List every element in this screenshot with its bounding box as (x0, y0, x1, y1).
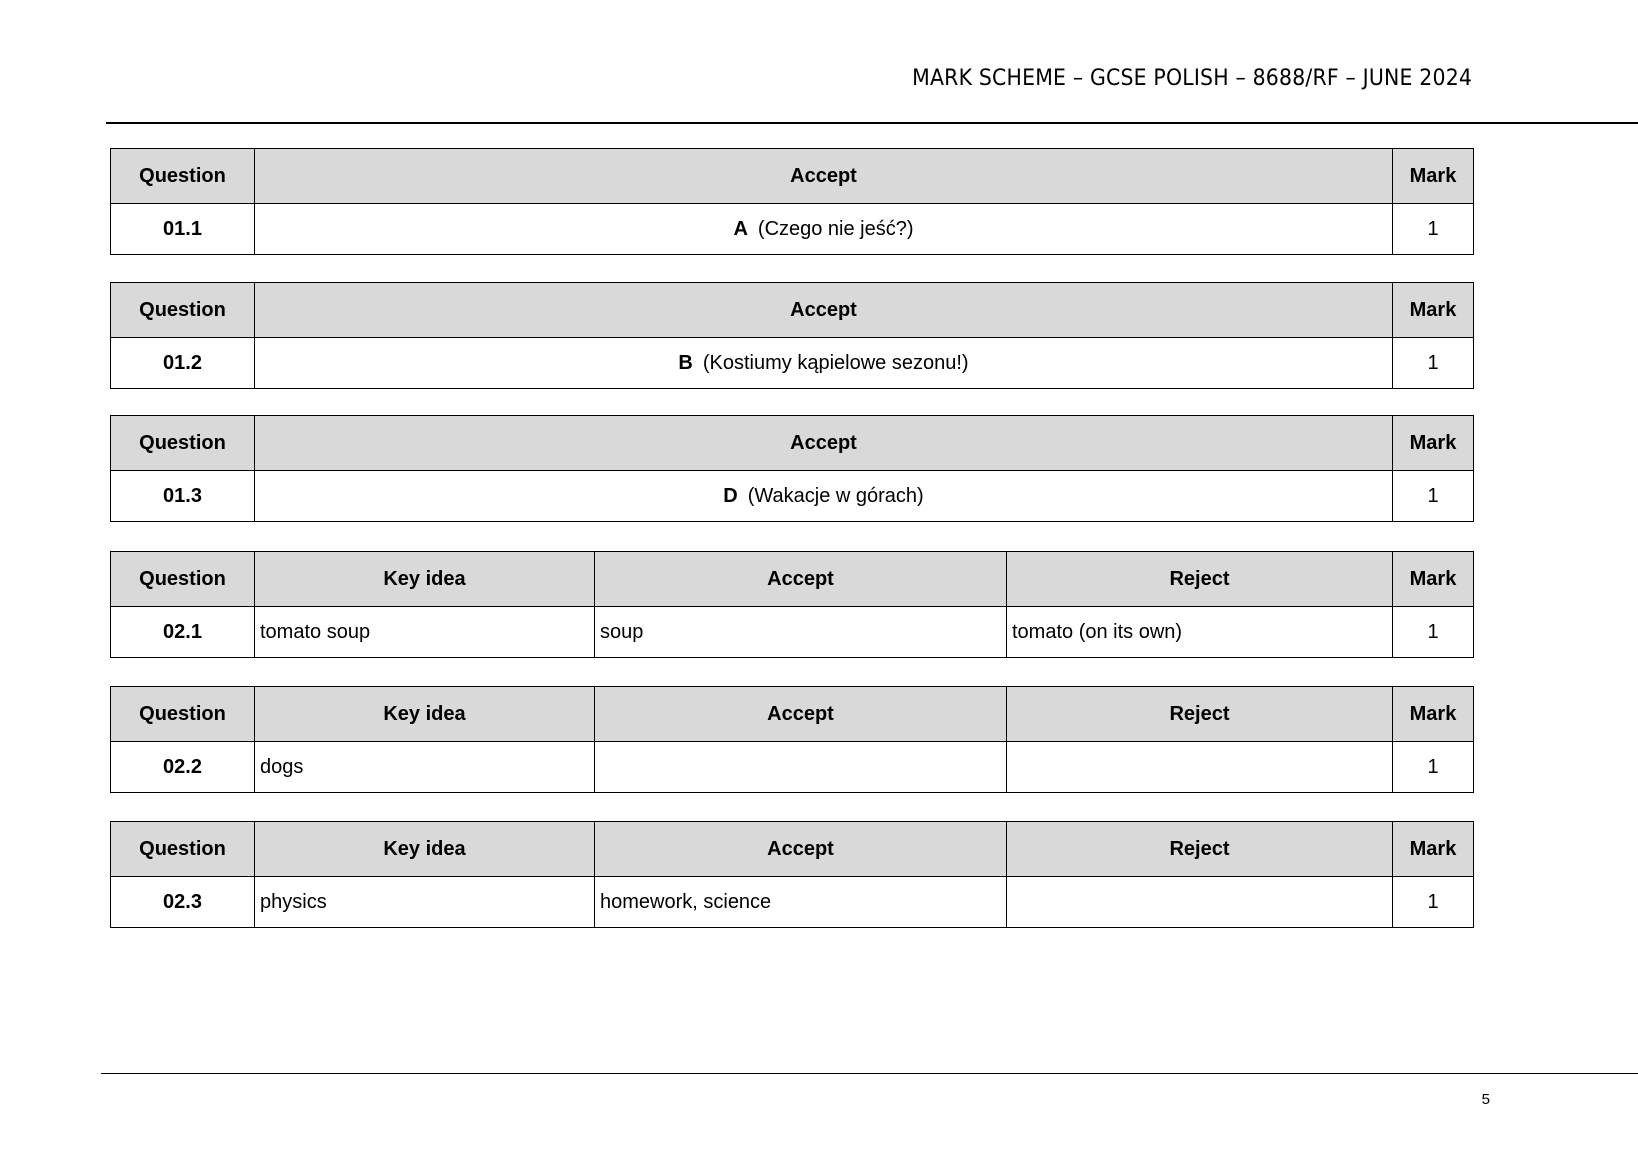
question-number: 02.3 (111, 877, 255, 928)
key-idea-header: Key idea (255, 822, 595, 877)
accept-header: Accept (595, 822, 1007, 877)
table-row (111, 204, 1474, 255)
reject-header: Reject (1007, 552, 1393, 607)
table-row (111, 338, 1474, 389)
accept-cell (255, 338, 1393, 389)
mark-value: 1 (1393, 338, 1474, 389)
table-row (111, 877, 1474, 928)
page-number: 5 (1481, 1091, 1490, 1108)
answer-letter: D (723, 484, 738, 507)
reject-header: Reject (1007, 822, 1393, 877)
table-header-row (111, 552, 1474, 607)
mark-value: 1 (1393, 877, 1474, 928)
mark-header: Mark (1393, 552, 1474, 607)
table-row (111, 471, 1474, 522)
mark-table-01-2 (110, 282, 1474, 389)
mark-table-02-1 (110, 551, 1474, 658)
question-header: Question (111, 822, 255, 877)
question-header: Question (111, 416, 255, 471)
accept-cell: soup (595, 607, 1007, 658)
mark-value: 1 (1393, 204, 1474, 255)
question-header: Question (111, 149, 255, 204)
mark-table-01-1 (110, 148, 1474, 255)
reject-cell (1007, 877, 1393, 928)
reject-cell (1007, 742, 1393, 793)
key-idea-header: Key idea (255, 687, 595, 742)
mark-value: 1 (1393, 607, 1474, 658)
table-row (111, 742, 1474, 793)
key-idea-header: Key idea (255, 552, 595, 607)
question-header: Question (111, 552, 255, 607)
accept-header: Accept (595, 687, 1007, 742)
key-idea-cell: tomato soup (255, 607, 595, 658)
page-header-title: MARK SCHEME – GCSE POLISH – 8688/RF – JUNE 2024 (912, 66, 1472, 91)
reject-cell: tomato (on its own) (1007, 607, 1393, 658)
mark-header: Mark (1393, 822, 1474, 877)
accept-header: Accept (255, 283, 1393, 338)
question-number: 01.1 (111, 204, 255, 255)
mark-header: Mark (1393, 283, 1474, 338)
footer-divider (101, 1073, 1638, 1074)
mark-header: Mark (1393, 687, 1474, 742)
answer-text: (Kostiumy kąpielowe sezonu!) (702, 351, 969, 374)
mark-value: 1 (1393, 742, 1474, 793)
answer-text: (Czego nie jeść?) (757, 217, 914, 240)
mark-value: 1 (1393, 471, 1474, 522)
table-header-row (111, 416, 1474, 471)
accept-cell (595, 742, 1007, 793)
mark-table-02-2 (110, 686, 1474, 793)
question-header: Question (111, 283, 255, 338)
mark-header: Mark (1393, 416, 1474, 471)
accept-header: Accept (595, 552, 1007, 607)
answer-text: (Wakacje w górach) (747, 484, 924, 507)
table-header-row (111, 822, 1474, 877)
mark-header: Mark (1393, 149, 1474, 204)
reject-header: Reject (1007, 687, 1393, 742)
table-header-row (111, 283, 1474, 338)
key-idea-cell: physics (255, 877, 595, 928)
accept-cell (255, 204, 1393, 255)
mark-table-02-3 (110, 821, 1474, 928)
accept-header: Accept (255, 416, 1393, 471)
accept-cell (255, 471, 1393, 522)
question-number: 02.2 (111, 742, 255, 793)
answer-letter: B (678, 351, 693, 374)
accept-cell: homework, science (595, 877, 1007, 928)
mark-table-01-3 (110, 415, 1474, 522)
table-row (111, 607, 1474, 658)
question-number: 01.2 (111, 338, 255, 389)
answer-letter: A (733, 217, 748, 240)
table-header-row (111, 149, 1474, 204)
key-idea-cell: dogs (255, 742, 595, 793)
table-header-row (111, 687, 1474, 742)
accept-header: Accept (255, 149, 1393, 204)
question-number: 01.3 (111, 471, 255, 522)
question-header: Question (111, 687, 255, 742)
question-number: 02.1 (111, 607, 255, 658)
header-divider (106, 122, 1638, 124)
